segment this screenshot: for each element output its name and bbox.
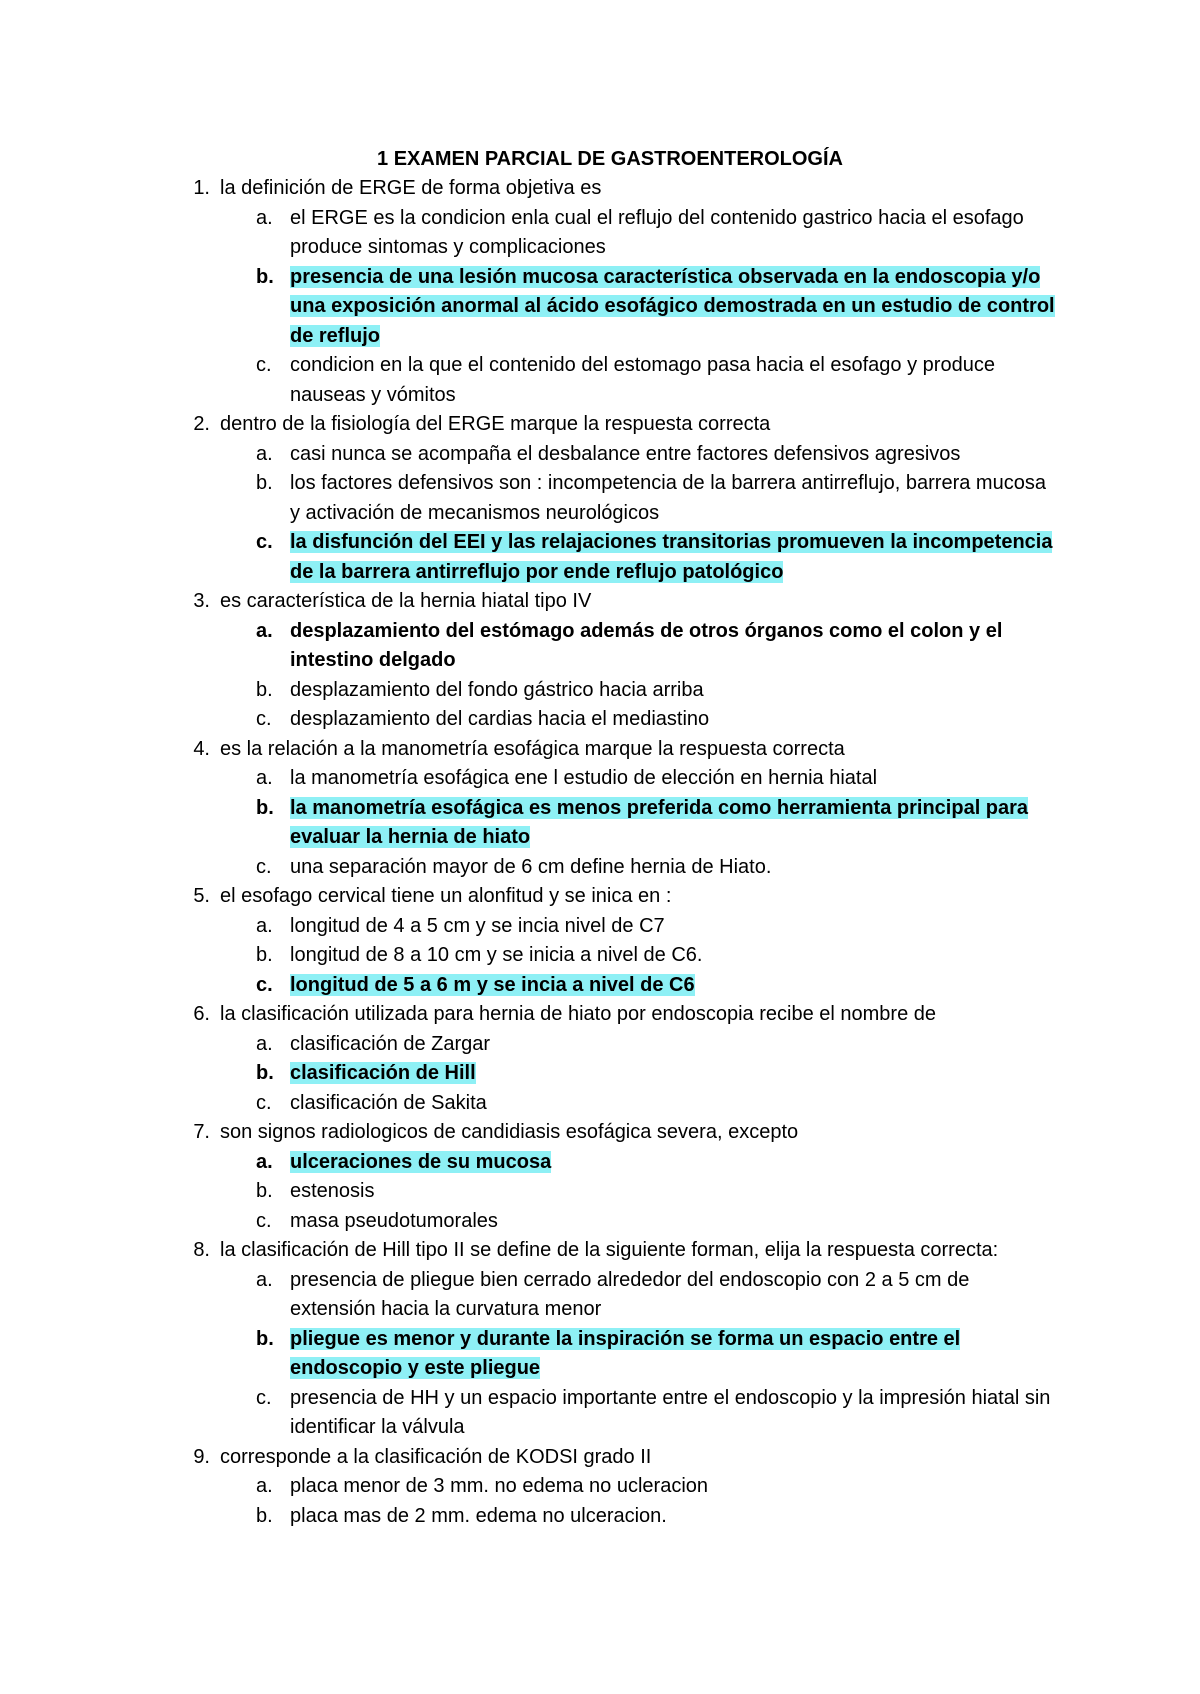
- option-text: estenosis: [290, 1180, 375, 1202]
- question-number: 7.: [193, 1121, 210, 1143]
- answer-option: [180, 351, 1060, 410]
- option-text: clasificación de Zargar: [290, 1032, 491, 1055]
- option-text: una separación mayor de 6 cm define hernia de Hiato.: [290, 855, 772, 878]
- option-letter: b.: [256, 1504, 273, 1527]
- option-text: placa menor de 3 mm. no edema no ucleracion: [290, 1475, 709, 1497]
- correct-answer-option: [180, 794, 1060, 853]
- question-item: [180, 174, 1060, 204]
- option-letter: c.: [256, 973, 273, 996]
- question-text: corresponde a la clasificación de KODSI grado II: [220, 1445, 652, 1468]
- question-item: [180, 587, 1060, 617]
- option-letter: a.: [256, 767, 273, 789]
- question-number: 1.: [193, 177, 210, 199]
- answer-option: [180, 676, 1060, 706]
- answer-option: [180, 941, 1060, 971]
- answer-option: [180, 1472, 1060, 1502]
- option-letter: b.: [256, 1062, 274, 1084]
- answer-option: [180, 705, 1060, 735]
- option-letter: a.: [256, 1150, 273, 1173]
- question-item: [180, 735, 1060, 765]
- option-text: condicion en la que el contenido del estomago pasa hacia el esofago y produce nauseas y vómitos: [290, 354, 995, 406]
- option-text: longitud de 4 a 5 cm y se incia nivel de C7: [290, 914, 665, 937]
- correct-answer-option: [180, 1148, 1060, 1178]
- option-text: presencia de pliegue bien cerrado alrededor del endoscopio con 2 a 5 cm de extensión hacia la curvatura menor: [290, 1268, 970, 1320]
- option-text: pliegue es menor y durante la inspiración se forma un espacio entre el endoscopio y este pliegue: [290, 1327, 961, 1379]
- question-list: [180, 174, 1060, 1531]
- option-text: longitud de 8 a 10 cm y se inicia a nivel de C6.: [290, 944, 703, 966]
- correct-answer-option: [180, 971, 1060, 1001]
- option-letter: c.: [256, 531, 273, 553]
- answer-option: [180, 1266, 1060, 1325]
- option-text: la disfunción del EEI y las relajaciones transitorias promueven la incompetencia de la barrera antirreflujo por ende reflujo patológico: [290, 531, 1053, 583]
- answer-option: [180, 1177, 1060, 1207]
- question-number: 4.: [193, 737, 210, 760]
- option-letter: c.: [256, 1091, 272, 1114]
- option-letter: a.: [256, 1268, 273, 1291]
- option-letter: a.: [256, 914, 273, 937]
- question-number: 6.: [193, 1003, 210, 1025]
- question-text: dentro de la fisiología del ERGE marque la respuesta correcta: [220, 413, 771, 435]
- option-text: presencia de una lesión mucosa característica observada en la endoscopia y/o una exposición anormal al ácido esofágico demostrada en un estudio de control de reflujo: [290, 265, 1055, 347]
- question-text: son signos radiologicos de candidiasis esofágica severa, excepto: [220, 1121, 799, 1143]
- answer-option: [180, 1207, 1060, 1237]
- option-list: [180, 204, 1060, 411]
- option-letter: c.: [256, 1386, 272, 1409]
- answer-option: [180, 764, 1060, 794]
- option-text: ulceraciones de su mucosa: [290, 1150, 552, 1173]
- answer-option: [180, 1384, 1060, 1443]
- answer-option: [180, 1502, 1060, 1532]
- option-text: casi nunca se acompaña el desbalance entre factores defensivos agresivos: [290, 442, 961, 465]
- option-list: [180, 1030, 1060, 1119]
- option-text: la manometría esofágica ene l estudio de elección en hernia hiatal: [290, 767, 878, 789]
- question-text: es característica de la hernia hiatal tipo IV: [220, 590, 592, 612]
- question-item: [180, 1000, 1060, 1030]
- option-letter: a.: [256, 442, 273, 465]
- option-list: [180, 1472, 1060, 1531]
- page-title: 1 EXAMEN PARCIAL DE GASTROENTEROLOGÍA: [377, 148, 843, 170]
- correct-answer-option: [180, 263, 1060, 352]
- correct-answer-option: [180, 528, 1060, 587]
- question-text: es la relación a la manometría esofágica marque la respuesta correcta: [220, 737, 845, 760]
- option-text: placa mas de 2 mm. edema no ulceracion.: [290, 1504, 667, 1527]
- option-letter: b.: [256, 1327, 274, 1350]
- question-text: la clasificación de Hill tipo II se define de la siguiente forman, elija la respuesta correcta:: [220, 1239, 999, 1261]
- option-letter: a.: [256, 206, 273, 229]
- option-text: desplazamiento del estómago además de otros órganos como el colon y el intestino delgado: [290, 619, 1003, 671]
- option-letter: b.: [256, 265, 274, 288]
- option-letter: b.: [256, 944, 273, 966]
- option-letter: c.: [256, 855, 272, 878]
- option-letter: b.: [256, 1180, 273, 1202]
- option-list: [180, 1266, 1060, 1443]
- option-letter: a.: [256, 1475, 273, 1497]
- option-text: clasificación de Sakita: [290, 1091, 487, 1114]
- correct-answer-option: [180, 1059, 1060, 1089]
- option-letter: a.: [256, 619, 273, 642]
- question-text: la definición de ERGE de forma objetiva es: [220, 177, 602, 199]
- option-text: desplazamiento del fondo gástrico hacia arriba: [290, 678, 704, 701]
- option-list: [180, 440, 1060, 588]
- option-letter: a.: [256, 1032, 273, 1055]
- question-number: 2.: [193, 413, 210, 435]
- option-text: clasificación de Hill: [290, 1062, 476, 1084]
- option-letter: b.: [256, 796, 274, 819]
- option-letter: c.: [256, 1209, 272, 1232]
- option-text: longitud de 5 a 6 m y se incia a nivel de C6: [290, 973, 695, 996]
- answer-option: [180, 1089, 1060, 1119]
- option-text: masa pseudotumorales: [290, 1209, 498, 1232]
- option-text: presencia de HH y un espacio importante entre el endoscopio y la impresión hiatal sin identificar la válvula: [290, 1386, 1051, 1438]
- option-list: [180, 764, 1060, 882]
- question-item: [180, 410, 1060, 440]
- option-letter: c.: [256, 354, 272, 376]
- option-list: [180, 1148, 1060, 1237]
- document-content: [180, 144, 1060, 1531]
- question-number: 9.: [193, 1445, 210, 1468]
- question-number: 5.: [193, 885, 210, 907]
- correct-answer-option: [180, 1325, 1060, 1384]
- question-number: 8.: [193, 1239, 210, 1261]
- answer-option: [180, 204, 1060, 263]
- answer-option: [180, 1030, 1060, 1060]
- option-list: [180, 617, 1060, 735]
- option-letter: c.: [256, 708, 272, 730]
- question-item: [180, 1443, 1060, 1473]
- answer-option: [180, 853, 1060, 883]
- option-letter: b.: [256, 472, 273, 494]
- question-item: [180, 882, 1060, 912]
- correct-answer-option: [180, 617, 1060, 676]
- option-text: el ERGE es la condicion enla cual el reflujo del contenido gastrico hacia el esofago produce sintomas y complicaciones: [290, 206, 1024, 258]
- question-text: el esofago cervical tiene un alonfitud y se inica en :: [220, 885, 672, 907]
- answer-option: [180, 912, 1060, 942]
- option-text: los factores defensivos son : incompetencia de la barrera antirreflujo, barrera mucosa y activación de mecanismos neurológicos: [290, 472, 1046, 524]
- option-list: [180, 912, 1060, 1001]
- option-text: la manometría esofágica es menos preferida como herramienta principal para evaluar la hernia de hiato: [290, 796, 1029, 848]
- option-text: desplazamiento del cardias hacia el mediastino: [290, 708, 710, 730]
- option-letter: b.: [256, 678, 273, 701]
- answer-option: [180, 440, 1060, 470]
- question-text: la clasificación utilizada para hernia de hiato por endoscopia recibe el nombre de: [220, 1003, 936, 1025]
- answer-option: [180, 469, 1060, 528]
- question-item: [180, 1236, 1060, 1266]
- question-number: 3.: [193, 590, 210, 612]
- question-item: [180, 1118, 1060, 1148]
